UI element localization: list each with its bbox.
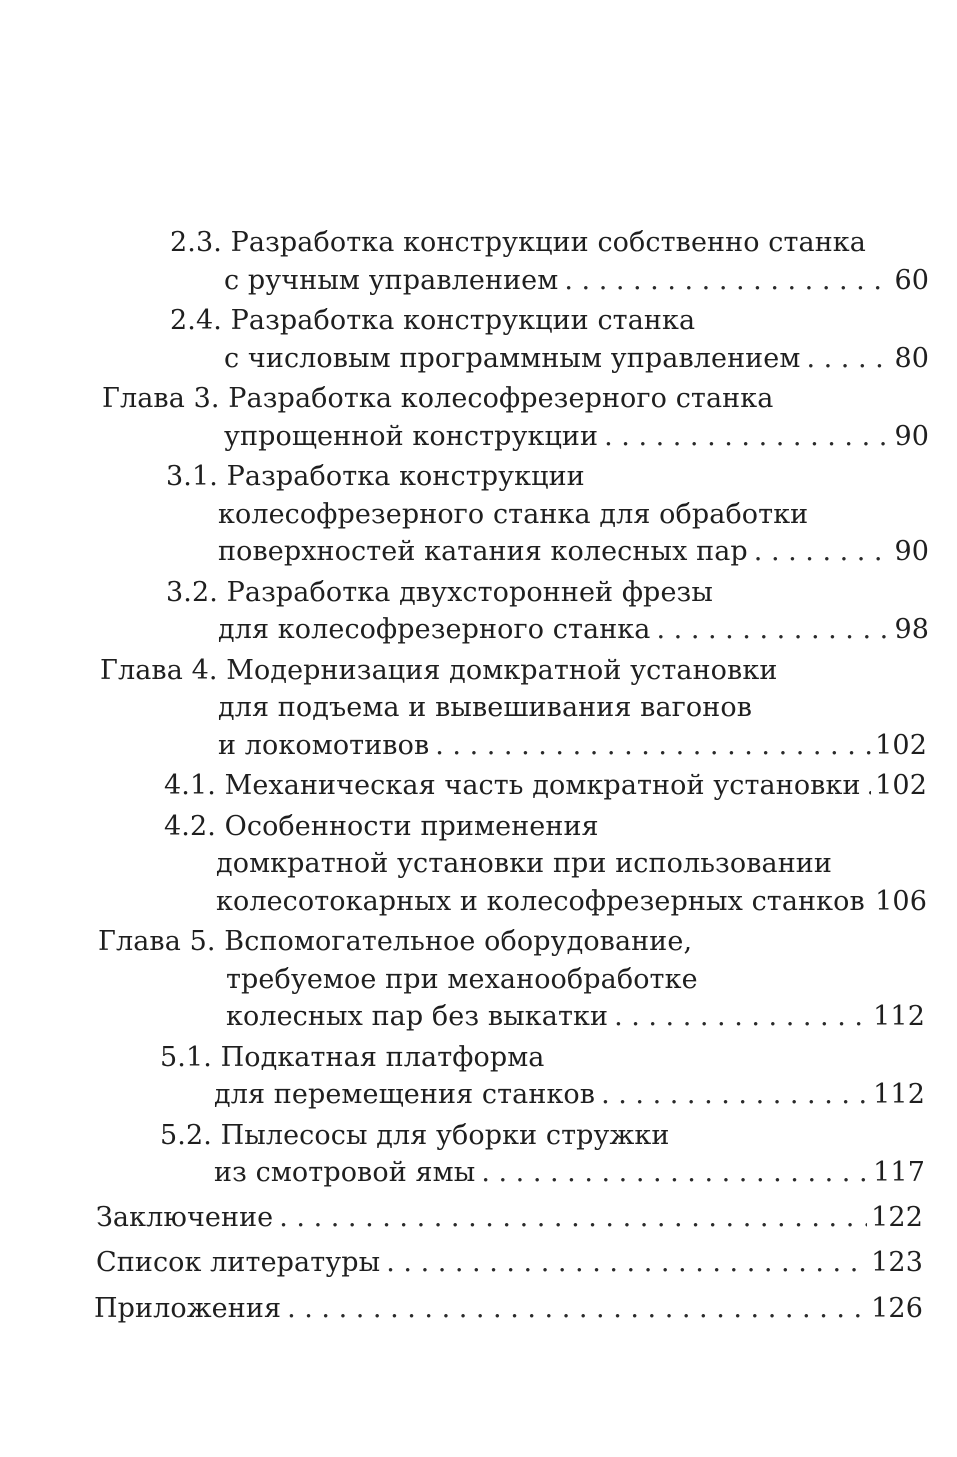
dot-leader <box>435 727 871 765</box>
section-number: 5.1. <box>160 1041 212 1073</box>
toc-line <box>0 302 957 340</box>
section-title-line: Разработка конструкции <box>226 461 585 492</box>
chapter-title-line: для подъема и вывешивания вагонов <box>218 692 753 723</box>
section-title-line: поверхностей катания колесных пар <box>218 536 748 567</box>
page-number: 60 <box>894 264 929 296</box>
toc-line <box>0 845 957 883</box>
page-number: 98 <box>894 614 929 645</box>
dot-leader <box>806 340 890 378</box>
dot-leader <box>604 418 890 456</box>
toc-line <box>0 1286 957 1332</box>
chapter-number: Глава 5. <box>98 926 216 957</box>
section-title-line: колесотокарных и колесофрезерных станков <box>216 885 865 917</box>
chapter-title-line: и локомотивов <box>218 729 430 761</box>
toc-line <box>0 380 957 418</box>
toc-entry-3-2 <box>0 574 957 649</box>
dot-leader <box>656 611 890 649</box>
section-number: 3.2. <box>166 576 218 608</box>
chapter-title-line: требуемое при механообработке <box>226 963 698 995</box>
dot-leader <box>754 533 891 571</box>
toc-line <box>0 611 957 649</box>
page-number: 106 <box>875 885 927 917</box>
page-number: 123 <box>871 1246 923 1278</box>
toc-line <box>0 808 957 846</box>
toc-references <box>0 1240 957 1286</box>
page-number: 122 <box>871 1201 923 1233</box>
toc-line <box>0 767 957 805</box>
page-number: 102 <box>875 770 927 801</box>
entry-title: Список литературы <box>96 1246 381 1278</box>
toc-line <box>0 418 957 456</box>
chapter-number: Глава 4. <box>100 654 218 686</box>
chapter-title-line: Модернизация домкратной установки <box>226 654 778 686</box>
section-title-line: Разработка конструкции собственно станка <box>230 227 866 258</box>
page-number: 90 <box>894 536 929 567</box>
chapter-number: Глава 3. <box>102 383 220 414</box>
toc-chapter-5 <box>0 923 957 1036</box>
section-number: 2.3. <box>170 227 222 258</box>
toc-line <box>0 224 957 262</box>
section-title-line: с числовым программным управлением <box>224 342 801 374</box>
section-title-line: Пылесосы для уборки стружки <box>220 1119 670 1151</box>
page-number: 102 <box>875 729 927 761</box>
toc-line <box>0 883 957 921</box>
toc-entry-5-2 <box>0 1117 957 1192</box>
entry-title: Приложения <box>94 1292 282 1324</box>
toc-chapter-4 <box>0 652 957 765</box>
section-title-line: для перемещения станков <box>214 1079 596 1110</box>
dot-leader <box>287 1286 867 1332</box>
section-number: 3.1. <box>166 461 218 492</box>
page-number: 90 <box>894 420 929 452</box>
page-number: 126 <box>871 1292 923 1324</box>
toc-line <box>0 1117 957 1155</box>
toc-entry-4-2 <box>0 808 957 921</box>
toc-line <box>0 727 957 765</box>
section-title-line: для колесофрезерного станка <box>218 614 651 645</box>
section-title-line: Разработка двухсторонней фрезы <box>226 576 713 608</box>
toc-line <box>0 689 957 727</box>
table-of-contents <box>0 224 957 1332</box>
toc-line <box>0 533 957 571</box>
section-number: 4.1. <box>164 770 216 801</box>
section-title-line: колесофрезерного станка для обработки <box>218 498 809 530</box>
entry-title: Заключение <box>96 1201 274 1233</box>
toc-chapter-3 <box>0 380 957 455</box>
toc-entry-2-3 <box>0 224 957 299</box>
section-title-line: Механическая часть домкратной установки <box>224 770 861 801</box>
page-number: 112 <box>873 1079 925 1110</box>
dot-leader <box>601 1076 869 1114</box>
section-title-line: домкратной установки при использовании <box>216 848 832 879</box>
page-number: 80 <box>894 342 929 374</box>
section-title-line: Подкатная платформа <box>220 1041 545 1073</box>
dot-leader <box>614 998 869 1036</box>
dot-leader <box>386 1240 867 1286</box>
dot-leader <box>481 1154 869 1192</box>
toc-line <box>0 1076 957 1114</box>
section-number: 4.2. <box>164 810 216 842</box>
toc-line <box>0 340 957 378</box>
dot-leader <box>867 767 872 805</box>
toc-line <box>0 998 957 1036</box>
chapter-title-line: колесных пар без выкатки <box>226 1001 609 1032</box>
toc-line <box>0 1195 957 1240</box>
section-title-line: с ручным управлением <box>224 264 559 296</box>
toc-line <box>0 1039 957 1077</box>
toc-entry-5-1 <box>0 1039 957 1114</box>
toc-appendices <box>0 1286 957 1332</box>
section-title-line: из смотровой ямы <box>214 1157 476 1188</box>
toc-line <box>0 923 957 961</box>
section-number: 5.2. <box>160 1119 212 1151</box>
toc-entry-2-4 <box>0 302 957 377</box>
toc-entry-3-1 <box>0 458 957 571</box>
toc-line <box>0 961 957 999</box>
toc-conclusion <box>0 1195 957 1240</box>
toc-line <box>0 574 957 612</box>
section-number: 2.4. <box>170 305 222 336</box>
toc-entry-4-1 <box>0 767 957 805</box>
page-number: 117 <box>873 1157 925 1188</box>
toc-line <box>0 458 957 496</box>
section-title-line: Разработка конструкции станка <box>230 305 696 336</box>
toc-line <box>0 262 957 300</box>
chapter-title-line: упрощенной конструкции <box>224 420 599 452</box>
dot-leader <box>279 1195 867 1240</box>
chapter-title-line: Разработка колесофрезерного станка <box>228 383 774 414</box>
section-title-line: Особенности применения <box>224 810 599 842</box>
page-number: 112 <box>873 1001 925 1032</box>
chapter-title-line: Вспомогательное оборудование, <box>224 926 693 957</box>
toc-line <box>0 496 957 534</box>
dot-leader <box>564 262 890 300</box>
toc-line <box>0 1240 957 1286</box>
toc-line <box>0 652 957 690</box>
toc-line <box>0 1154 957 1192</box>
